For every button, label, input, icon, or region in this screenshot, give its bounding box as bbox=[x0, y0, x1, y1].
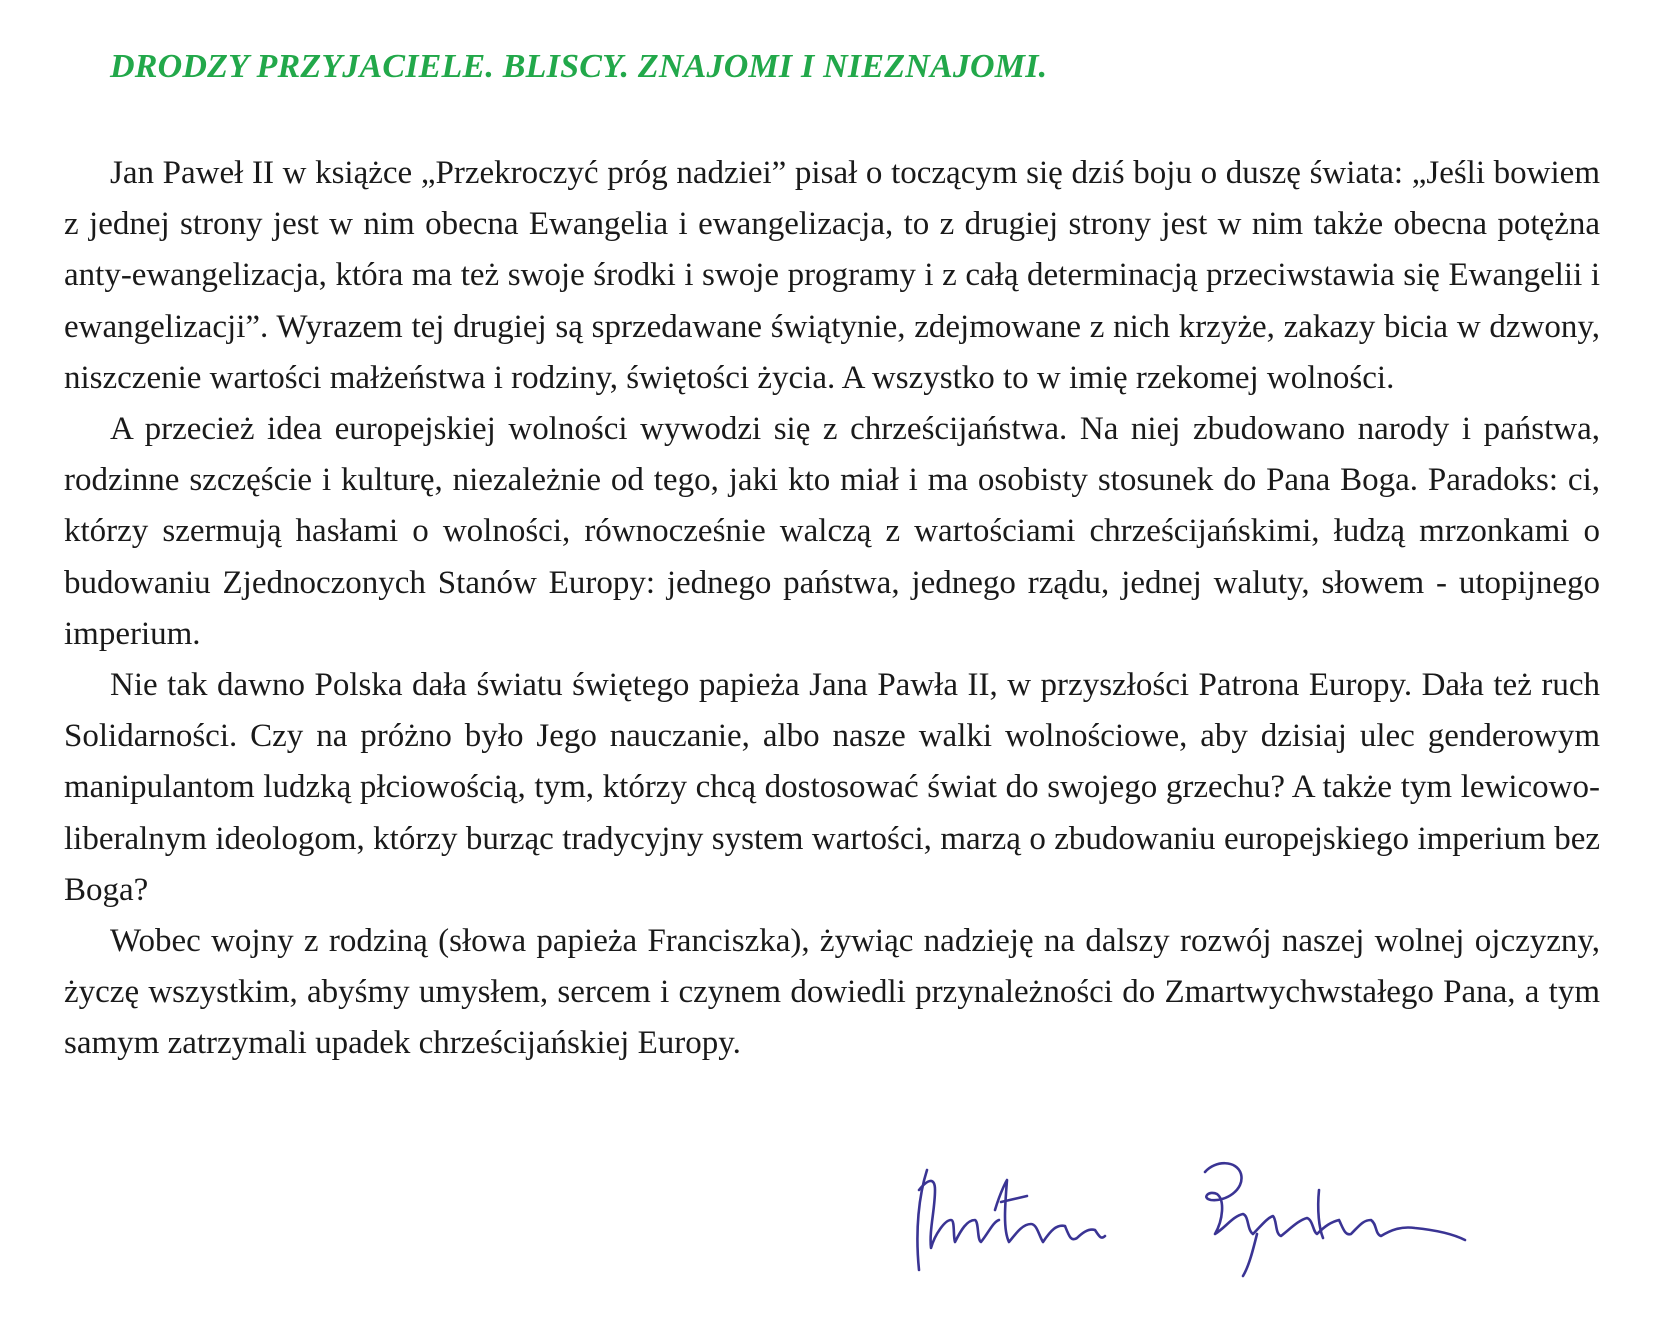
paragraph-2: A przecież idea europejskiej wolności wywodzi się z chrześcijaństwa. Na niej zbudowano narody i państwa, rodzinne szczęście i kulturę, niezależnie od tego, jaki kto miał i ma osobisty stosunek do Pana Boga. Paradoks: ci, którzy szermują hasłami o wolności, równocześnie walczą z wartościami chrześcijańskimi, łudzą mrzonkami o budowaniu Zjednoczonych Stanów Europy: jednego państwa, jednego rządu, jednej waluty, słowem - utopijnego imperium. bbox=[64, 411, 1600, 652]
letter-body bbox=[64, 148, 1600, 1070]
signature-drawing bbox=[905, 1150, 1495, 1280]
signature-stroke bbox=[917, 1170, 1105, 1270]
handwritten-signature bbox=[905, 1150, 1495, 1280]
paragraph-3: Nie tak dawno Polska dała światu świętego papieża Jana Pawła II, w przyszłości Patrona Europy. Dała też ruch Solidarności. Czy na próżno było Jego nauczanie, albo nasze walki wolnościowe, aby dzisiaj ulec genderowym manipulantom ludzką płciowością, tym, którzy chcą dostosować świat do swojego grzechu? A także tym lewicowo-liberalnym ideologom, którzy burząc tradycyjny system wartości, marzą o zbudowaniu europejskiego imperium bez Boga? bbox=[64, 667, 1600, 908]
paragraph-1: Jan Paweł II w książce „Przekroczyć próg nadziei” pisał o toczącym się dziś boju o duszę świata: „Jeśli bowiem z jednej strony jest w nim obecna Ewangelia i ewangelizacja, to z drugiej strony jest w nim także obecna potężna anty-ewangelizacja, która ma też swoje środki i swoje programy i z całą determinacją przeciwstawia się Ewangelii i ewangelizacji”. Wyrazem tej drugiej są sprzedawane świątynie, zdejmowane z nich krzyże, zakazy bicia w dzwony, niszczenie wartości małżeństwa i rodziny, świętości życia. A wszystko to w imię rzekomej wolności. bbox=[64, 155, 1600, 396]
paragraph-4: Wobec wojny z rodziną (słowa papieża Franciszka), żywiąc nadzieję na dalszy rozwój naszej wolnej ojczyzny, życzę wszystkim, abyśmy umysłem, sercem i czynem dowiedli przynależności do Zmartwychwstałego Pana, a tym samym zatrzymali upadek chrześcijańskiej Europy. bbox=[64, 923, 1600, 1062]
signature-stroke bbox=[1243, 1234, 1257, 1276]
document-heading: DRODZY PRZYJACIELE. BLISCY. ZNAJOMI I NIEZNAJOMI. bbox=[110, 48, 1048, 85]
signature-stroke bbox=[1205, 1163, 1465, 1240]
